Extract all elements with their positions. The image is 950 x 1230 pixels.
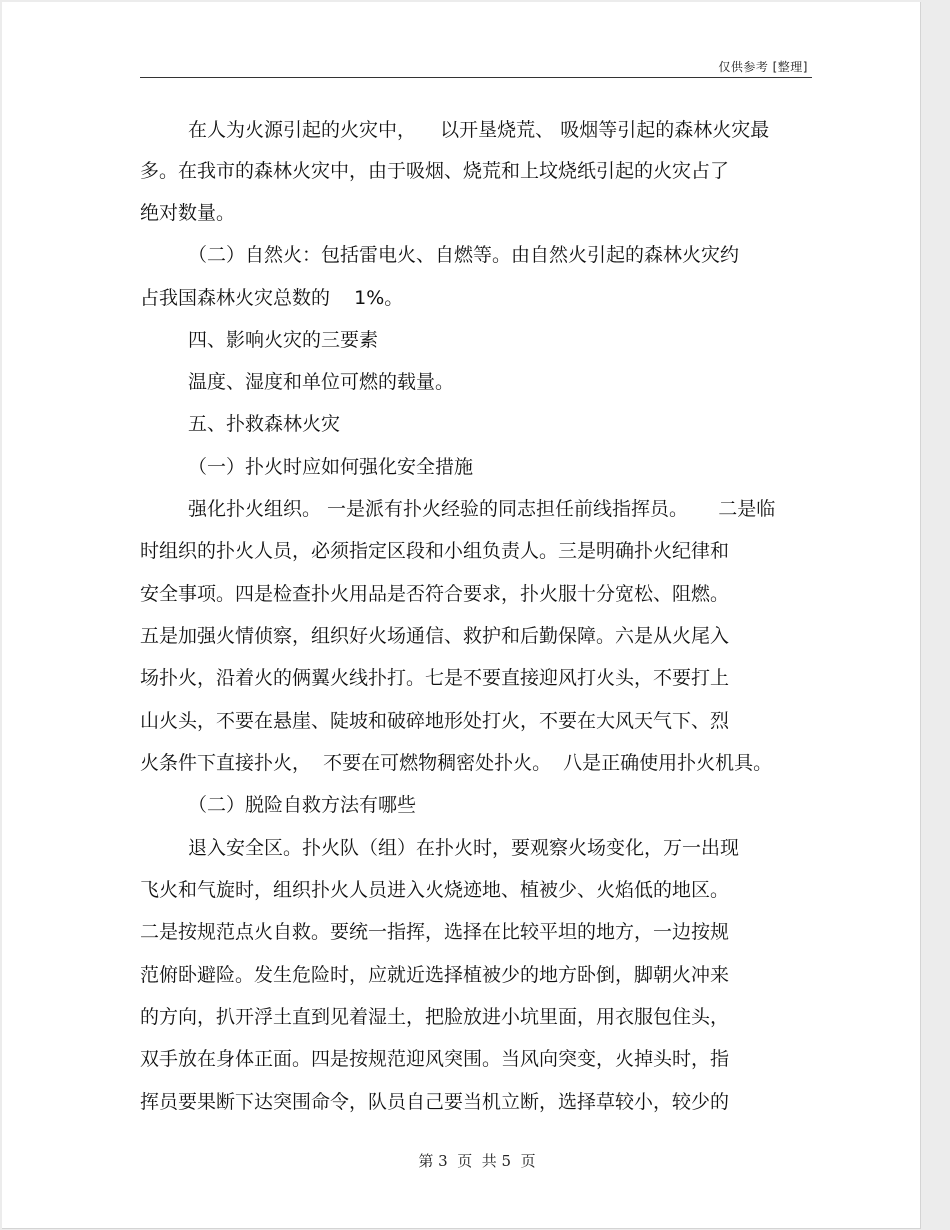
text-line: 绝对数量。 xyxy=(140,202,236,224)
text-line: 火条件下直接扑火， 不要在可燃物稠密处扑火。 八是正确使用扑火机具。 xyxy=(140,752,773,774)
text-line: 占我国森林火灾总数的 1%。 xyxy=(140,287,404,309)
text-line: 时组织的扑火人员，必须指定区段和小组负责人。三是明确扑火纪律和 xyxy=(140,540,730,562)
text-line: 强化扑火组织。 一是派有扑火经验的同志担任前线指挥员。 二是临 xyxy=(188,498,776,520)
text-line: 多。在我市的森林火灾中，由于吸烟、烧荒和上坟烧纸引起的火灾占了 xyxy=(140,160,730,182)
header-rule xyxy=(140,77,812,78)
text-line: 在人为火源引起的火灾中， 以开垦烧荒、 吸烟等引起的森林火灾最 xyxy=(188,119,770,141)
text-line: 安全事项。四是检查扑火用品是否符合要求，扑火服十分宽松、阻燃。 xyxy=(140,583,730,605)
text-line: 的方向，扒开浮土直到见着湿土，把脸放进小坑里面，用衣服包住头， xyxy=(140,1006,730,1028)
text-line: 山火头，不要在悬崖、陡坡和破碎地形处打火，不要在大风天气下、烈 xyxy=(140,710,730,732)
text-line: （二）自然火：包括雷电火、自燃等。由自然火引起的森林火灾约 xyxy=(188,244,740,266)
text-line: 场扑火，沿着火的俩翼火线扑打。七是不要直接迎风打火头，不要打上 xyxy=(140,667,730,689)
text-line: 二是按规范点火自救。要统一指挥，选择在比较平坦的地方，一边按规 xyxy=(140,921,730,943)
text-line: 飞火和气旋时，组织扑火人员进入火烧迹地、植被少、火焰低的地区。 xyxy=(140,879,730,901)
document-page xyxy=(2,2,921,1229)
text-line: 温度、湿度和单位可燃的载量。 xyxy=(188,371,455,393)
page-number-footer: 第 3 页 共 5 页 xyxy=(418,1152,536,1170)
section-heading: 五、扑救森林火灾 xyxy=(188,413,341,435)
section-heading: 四、影响火灾的三要素 xyxy=(188,329,379,351)
header-label: 仅供参考 [整理] xyxy=(718,60,808,74)
text-line: 范俯卧避险。发生危险时，应就近选择植被少的地方卧倒，脚朝火冲来 xyxy=(140,964,730,986)
text-line: 双手放在身体正面。四是按规范迎风突围。当风向突变，火掉头时，指 xyxy=(140,1048,730,1070)
subsection-heading: （一）扑火时应如何强化安全措施 xyxy=(188,456,474,478)
subsection-heading: （二）脱险自救方法有哪些 xyxy=(188,794,417,816)
text-line: 挥员要果断下达突围命令，队员自己要当机立断，选择草较小，较少的 xyxy=(140,1091,730,1113)
text-line: 退入安全区。扑火队（组）在扑火时，要观察火场变化，万一出现 xyxy=(188,837,740,859)
text-line: 五是加强火情侦察，组织好火场通信、救护和后勤保障。六是从火尾入 xyxy=(140,625,730,647)
